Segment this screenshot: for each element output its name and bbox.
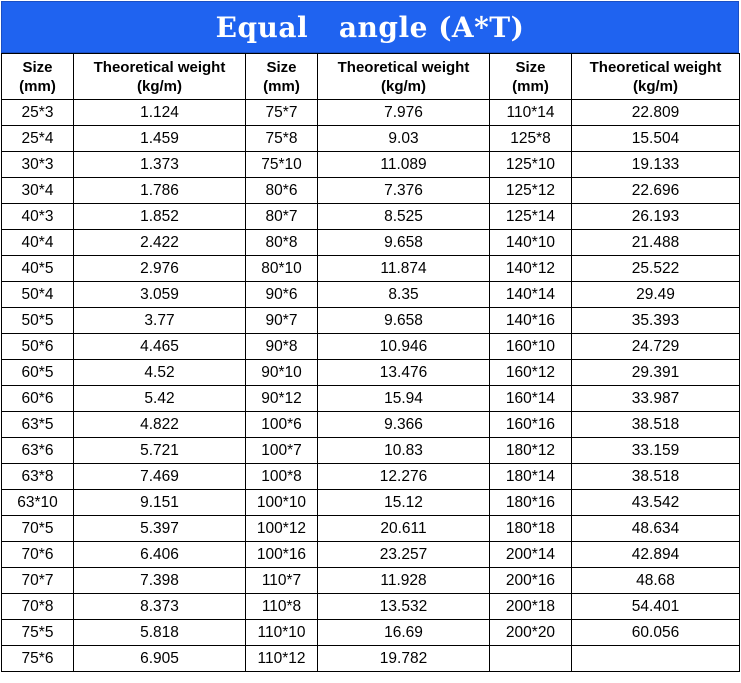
weight-cell: 22.696 bbox=[572, 178, 740, 204]
weight-header-2: Theoretical weight (kg/m) bbox=[318, 54, 490, 100]
size-cell: 80*8 bbox=[246, 230, 318, 256]
weight-cell: 9.03 bbox=[318, 126, 490, 152]
weight-cell: 48.634 bbox=[572, 516, 740, 542]
size-cell: 50*5 bbox=[2, 308, 74, 334]
weight-cell: 7.398 bbox=[74, 568, 246, 594]
weight-cell: 21.488 bbox=[572, 230, 740, 256]
table-row bbox=[2, 100, 740, 126]
size-cell: 90*6 bbox=[246, 282, 318, 308]
weight-cell: 15.12 bbox=[318, 490, 490, 516]
size-cell: 140*10 bbox=[490, 230, 572, 256]
weight-cell: 43.542 bbox=[572, 490, 740, 516]
size-header-2: Size (mm) bbox=[246, 54, 318, 100]
weight-cell: 4.465 bbox=[74, 334, 246, 360]
weight-cell: 15.504 bbox=[572, 126, 740, 152]
weight-cell: 6.905 bbox=[74, 646, 246, 672]
size-cell: 100*7 bbox=[246, 438, 318, 464]
weight-cell: 4.52 bbox=[74, 360, 246, 386]
weight-cell: 26.193 bbox=[572, 204, 740, 230]
weight-cell: 38.518 bbox=[572, 412, 740, 438]
size-cell: 75*6 bbox=[2, 646, 74, 672]
size-cell: 100*8 bbox=[246, 464, 318, 490]
size-cell: 125*12 bbox=[490, 178, 572, 204]
weight-cell: 22.809 bbox=[572, 100, 740, 126]
table-row bbox=[2, 568, 740, 594]
size-header-1: Size (mm) bbox=[2, 54, 74, 100]
size-cell: 125*14 bbox=[490, 204, 572, 230]
weight-cell: 7.376 bbox=[318, 178, 490, 204]
table-row bbox=[2, 438, 740, 464]
weight-cell: 60.056 bbox=[572, 620, 740, 646]
size-cell: 100*6 bbox=[246, 412, 318, 438]
size-cell: 110*7 bbox=[246, 568, 318, 594]
weight-cell: 29.391 bbox=[572, 360, 740, 386]
size-cell: 140*14 bbox=[490, 282, 572, 308]
weight-cell: 42.894 bbox=[572, 542, 740, 568]
size-cell: 110*8 bbox=[246, 594, 318, 620]
table-row bbox=[2, 594, 740, 620]
size-header-3: Size (mm) bbox=[490, 54, 572, 100]
weight-cell: 23.257 bbox=[318, 542, 490, 568]
size-cell: 110*14 bbox=[490, 100, 572, 126]
weight-cell: 38.518 bbox=[572, 464, 740, 490]
table-row bbox=[2, 412, 740, 438]
weight-cell: 9.366 bbox=[318, 412, 490, 438]
weight-cell: 13.532 bbox=[318, 594, 490, 620]
size-cell: 90*8 bbox=[246, 334, 318, 360]
size-cell: 125*8 bbox=[490, 126, 572, 152]
weight-cell: 9.658 bbox=[318, 308, 490, 334]
weight-header-3: Theoretical weight (kg/m) bbox=[572, 54, 740, 100]
table-row bbox=[2, 282, 740, 308]
weight-cell: 1.373 bbox=[74, 152, 246, 178]
weight-cell: 54.401 bbox=[572, 594, 740, 620]
weight-cell: 9.658 bbox=[318, 230, 490, 256]
size-cell: 75*8 bbox=[246, 126, 318, 152]
weight-cell: 5.721 bbox=[74, 438, 246, 464]
weight-cell: 15.94 bbox=[318, 386, 490, 412]
weight-cell: 10.946 bbox=[318, 334, 490, 360]
weight-cell: 8.35 bbox=[318, 282, 490, 308]
table-row bbox=[2, 646, 740, 672]
size-cell: 50*4 bbox=[2, 282, 74, 308]
weight-cell: 13.476 bbox=[318, 360, 490, 386]
table-title: Equal angle (A*T) bbox=[1, 1, 739, 53]
weight-cell: 33.159 bbox=[572, 438, 740, 464]
size-cell: 75*5 bbox=[2, 620, 74, 646]
size-cell: 80*10 bbox=[246, 256, 318, 282]
size-cell: 200*16 bbox=[490, 568, 572, 594]
size-cell: 30*4 bbox=[2, 178, 74, 204]
size-cell: 125*10 bbox=[490, 152, 572, 178]
size-cell: 100*16 bbox=[246, 542, 318, 568]
table-row bbox=[2, 516, 740, 542]
table-row bbox=[2, 308, 740, 334]
weight-cell: 11.089 bbox=[318, 152, 490, 178]
weight-cell: 1.124 bbox=[74, 100, 246, 126]
size-cell bbox=[490, 646, 572, 672]
header-row bbox=[2, 54, 740, 100]
weight-cell: 16.69 bbox=[318, 620, 490, 646]
size-cell: 40*4 bbox=[2, 230, 74, 256]
size-cell: 160*16 bbox=[490, 412, 572, 438]
weight-cell: 48.68 bbox=[572, 568, 740, 594]
size-cell: 70*5 bbox=[2, 516, 74, 542]
weight-cell: 24.729 bbox=[572, 334, 740, 360]
size-cell: 180*12 bbox=[490, 438, 572, 464]
weight-cell: 5.397 bbox=[74, 516, 246, 542]
table-row bbox=[2, 386, 740, 412]
size-cell: 25*3 bbox=[2, 100, 74, 126]
size-cell: 80*6 bbox=[246, 178, 318, 204]
size-cell: 90*10 bbox=[246, 360, 318, 386]
size-cell: 200*20 bbox=[490, 620, 572, 646]
size-cell: 90*12 bbox=[246, 386, 318, 412]
size-cell: 140*12 bbox=[490, 256, 572, 282]
weight-cell: 9.151 bbox=[74, 490, 246, 516]
size-cell: 110*12 bbox=[246, 646, 318, 672]
table-row bbox=[2, 126, 740, 152]
weight-cell: 11.874 bbox=[318, 256, 490, 282]
weight-cell: 7.976 bbox=[318, 100, 490, 126]
weight-cell: 5.818 bbox=[74, 620, 246, 646]
weight-cell: 5.42 bbox=[74, 386, 246, 412]
weight-cell: 8.373 bbox=[74, 594, 246, 620]
weight-cell: 2.422 bbox=[74, 230, 246, 256]
weight-cell: 2.976 bbox=[74, 256, 246, 282]
weight-cell: 3.059 bbox=[74, 282, 246, 308]
size-cell: 80*7 bbox=[246, 204, 318, 230]
size-cell: 160*12 bbox=[490, 360, 572, 386]
weight-cell: 10.83 bbox=[318, 438, 490, 464]
table-row bbox=[2, 230, 740, 256]
weight-cell: 4.822 bbox=[74, 412, 246, 438]
weight-cell: 33.987 bbox=[572, 386, 740, 412]
weight-cell: 12.276 bbox=[318, 464, 490, 490]
table-body bbox=[2, 100, 740, 672]
weight-header-1: Theoretical weight (kg/m) bbox=[74, 54, 246, 100]
table-row bbox=[2, 152, 740, 178]
size-cell: 70*6 bbox=[2, 542, 74, 568]
equal-angle-weight-table bbox=[1, 53, 740, 672]
size-cell: 200*14 bbox=[490, 542, 572, 568]
size-cell: 100*10 bbox=[246, 490, 318, 516]
weight-cell bbox=[572, 646, 740, 672]
size-cell: 75*10 bbox=[246, 152, 318, 178]
weight-cell: 7.469 bbox=[74, 464, 246, 490]
equal-angle-table-frame bbox=[1, 1, 739, 681]
size-cell: 63*6 bbox=[2, 438, 74, 464]
size-cell: 200*18 bbox=[490, 594, 572, 620]
table-row bbox=[2, 178, 740, 204]
weight-cell: 6.406 bbox=[74, 542, 246, 568]
size-cell: 75*7 bbox=[246, 100, 318, 126]
size-cell: 160*14 bbox=[490, 386, 572, 412]
table-row bbox=[2, 464, 740, 490]
weight-cell: 35.393 bbox=[572, 308, 740, 334]
weight-cell: 11.928 bbox=[318, 568, 490, 594]
size-cell: 60*5 bbox=[2, 360, 74, 386]
table-row bbox=[2, 542, 740, 568]
size-cell: 25*4 bbox=[2, 126, 74, 152]
size-cell: 70*8 bbox=[2, 594, 74, 620]
weight-cell: 19.782 bbox=[318, 646, 490, 672]
size-cell: 180*14 bbox=[490, 464, 572, 490]
table-row bbox=[2, 334, 740, 360]
size-cell: 100*12 bbox=[246, 516, 318, 542]
size-cell: 140*16 bbox=[490, 308, 572, 334]
weight-cell: 19.133 bbox=[572, 152, 740, 178]
size-cell: 63*10 bbox=[2, 490, 74, 516]
size-cell: 63*8 bbox=[2, 464, 74, 490]
weight-cell: 1.459 bbox=[74, 126, 246, 152]
weight-cell: 1.786 bbox=[74, 178, 246, 204]
table-row bbox=[2, 204, 740, 230]
table-row bbox=[2, 490, 740, 516]
size-cell: 60*6 bbox=[2, 386, 74, 412]
weight-cell: 3.77 bbox=[74, 308, 246, 334]
size-cell: 30*3 bbox=[2, 152, 74, 178]
weight-cell: 29.49 bbox=[572, 282, 740, 308]
size-cell: 180*18 bbox=[490, 516, 572, 542]
weight-cell: 8.525 bbox=[318, 204, 490, 230]
size-cell: 40*3 bbox=[2, 204, 74, 230]
weight-cell: 20.611 bbox=[318, 516, 490, 542]
size-cell: 50*6 bbox=[2, 334, 74, 360]
size-cell: 180*16 bbox=[490, 490, 572, 516]
size-cell: 90*7 bbox=[246, 308, 318, 334]
weight-cell: 25.522 bbox=[572, 256, 740, 282]
table-row bbox=[2, 620, 740, 646]
size-cell: 40*5 bbox=[2, 256, 74, 282]
size-cell: 63*5 bbox=[2, 412, 74, 438]
size-cell: 70*7 bbox=[2, 568, 74, 594]
size-cell: 160*10 bbox=[490, 334, 572, 360]
table-row bbox=[2, 256, 740, 282]
weight-cell: 1.852 bbox=[74, 204, 246, 230]
size-cell: 110*10 bbox=[246, 620, 318, 646]
table-row bbox=[2, 360, 740, 386]
